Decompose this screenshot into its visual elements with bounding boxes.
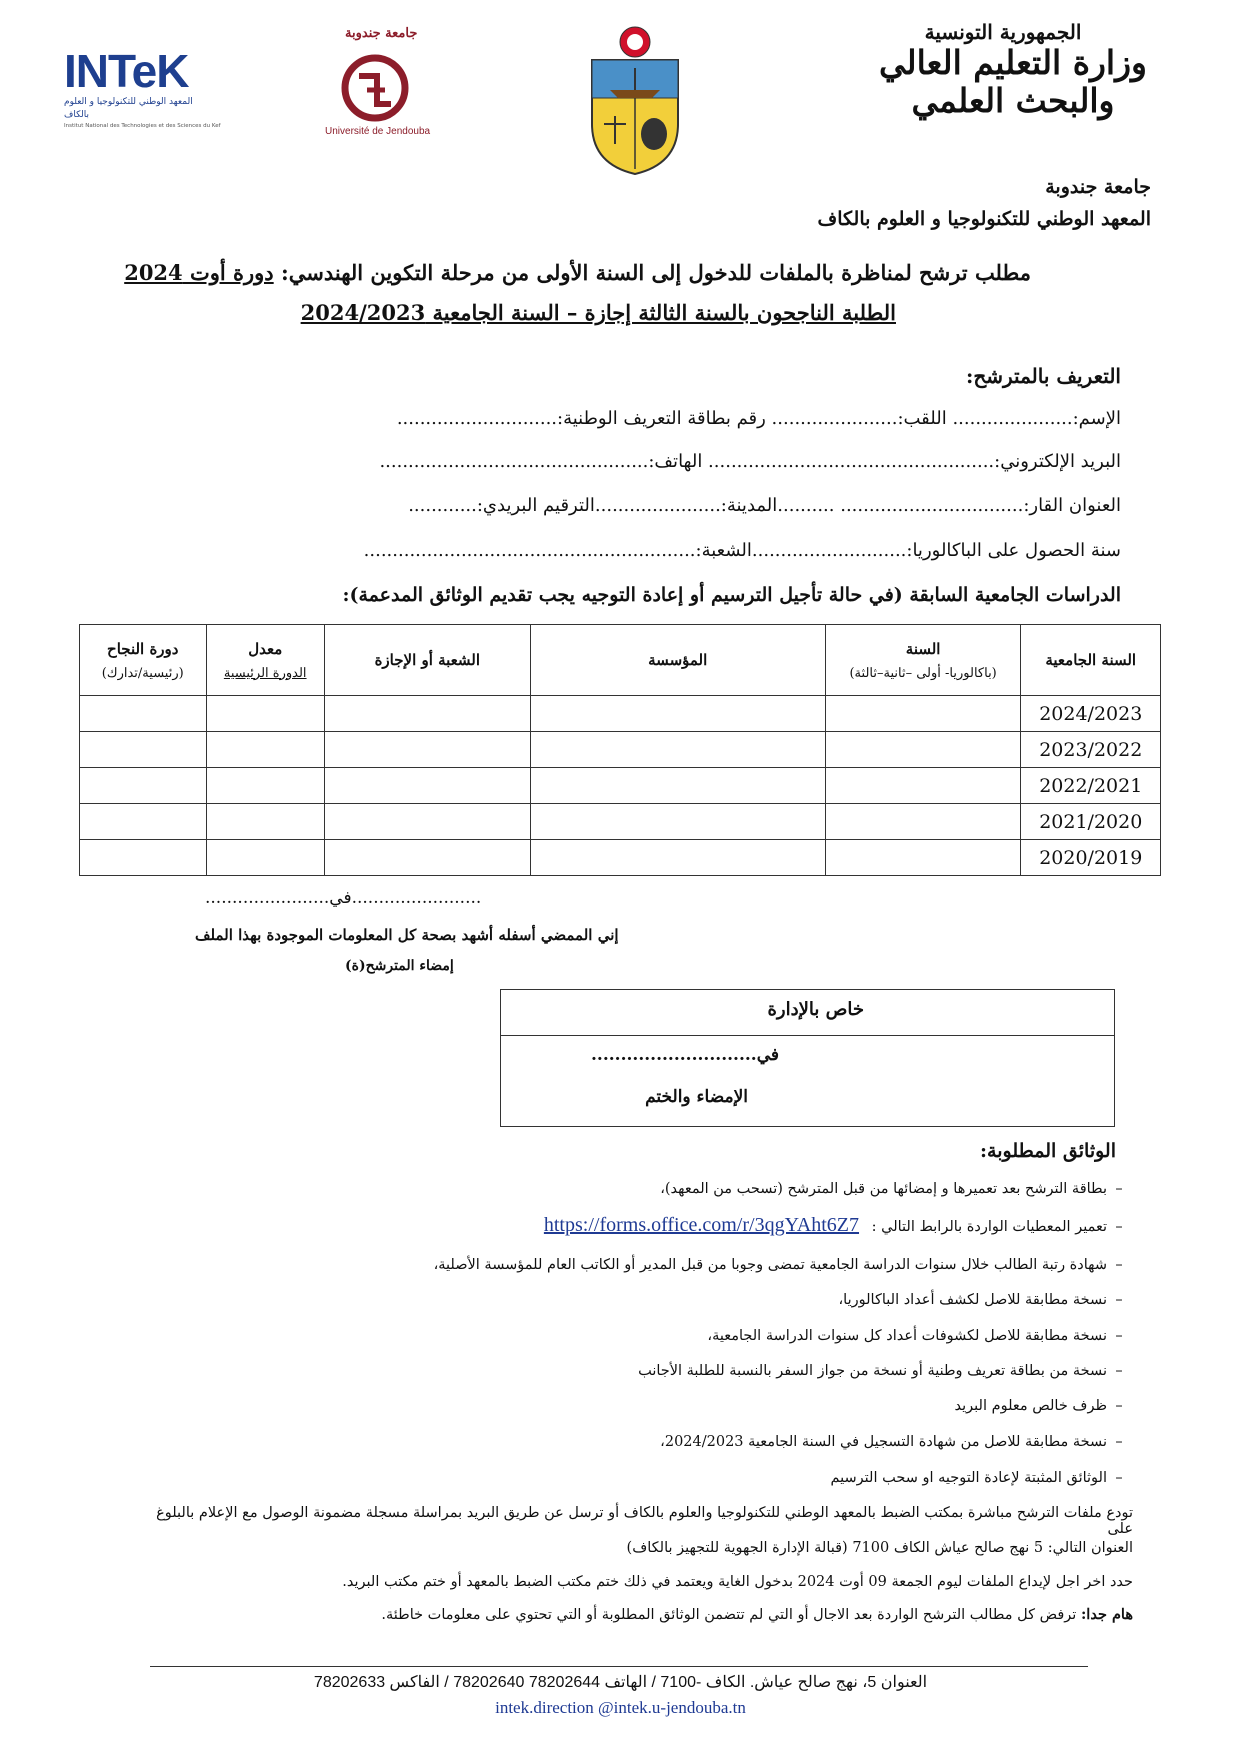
list-item: –ظرف خالص معلوم البريد	[954, 1398, 1123, 1414]
note-deposit: تودع ملفات الترشح مباشرة بمكتب الضبط بالمعهد الوطني للتكنولوجيا والعلوم بالكاف أو ترسل عن طريق البريد بمراسلة مسجلة مضمونة الوصول مع الإعلام بالبلوغ على	[156, 1505, 1133, 1537]
important-label: هام جدا:	[1080, 1606, 1133, 1623]
cell-year[interactable]	[825, 696, 1021, 732]
cell-field[interactable]	[324, 732, 530, 768]
institute-name: المعهد الوطني للتكنولوجيا و العلوم بالكاف	[817, 208, 1151, 230]
row-year: 2020/2019	[1021, 840, 1161, 876]
form-title-session: دورة أوت 2024	[124, 260, 274, 285]
list-item: –بطاقة الترشح بعد تعميرها و إمضائها من قبل المترشح (تسحب من المعهد)،	[660, 1181, 1123, 1197]
ministry-line-2: والبحث العلمي	[911, 81, 1115, 120]
cell-year[interactable]	[825, 768, 1021, 804]
table-row	[80, 840, 1161, 876]
list-item: –نسخة مطابقة للاصل لكشوفات أعداد كل سنوات الدراسة الجامعية،	[707, 1328, 1123, 1344]
form-subtitle: الطلبة الناجحون بالسنة الثالثة إجازة – السنة الجامعية 2024/2023	[300, 300, 896, 325]
cell-session[interactable]	[80, 732, 207, 768]
cell-institution[interactable]	[530, 732, 825, 768]
list-item: –تعمير المعطيات الواردة بالرابط التالي : https://forms.office.com/r/3qgYAht6Z7	[543, 1214, 1123, 1236]
identity-row-contact[interactable]: البريد الإلكتروني:.................................................. الهاتف:...............................................	[379, 451, 1121, 472]
intek-subtitle-fr: Institut National des Technologies et des Sciences du Kef	[64, 123, 221, 129]
list-item: –نسخة مطابقة للاصل لكشف أعداد الباكالوريا،	[838, 1292, 1123, 1308]
note-address: العنوان التالي: 5 نهج صالح عياش الكاف 7100 (قبالة الإدارة الجهوية للتجهيز بالكاف)	[626, 1540, 1133, 1556]
place-date-field[interactable]: ........................في.......................	[205, 888, 482, 908]
footer-email	[0, 1698, 1241, 1718]
table-row	[80, 696, 1161, 732]
col-academic-year: السنة الجامعية	[1021, 625, 1161, 696]
cell-average[interactable]	[206, 696, 324, 732]
cell-field[interactable]	[324, 804, 530, 840]
identity-row-name[interactable]: الإسم:..................... اللقب:...................... رقم بطاقة التعريف الوطنية:............................	[396, 408, 1121, 429]
university-jendouba-logo	[315, 26, 435, 146]
cell-field[interactable]	[324, 840, 530, 876]
note-important	[381, 1606, 1133, 1623]
important-text: ترفض كل مطالب الترشح الواردة بعد الاجال أو التي لم تتضمن الوثائق المطلوبة أو التي تحتوي على معلومات خاطئة.	[381, 1607, 1077, 1623]
cell-year[interactable]	[825, 804, 1021, 840]
footer-divider	[150, 1666, 1088, 1667]
cell-average[interactable]	[206, 768, 324, 804]
col-institution: المؤسسة	[530, 625, 825, 696]
row-year: 2021/2020	[1021, 804, 1161, 840]
cell-institution[interactable]	[530, 696, 825, 732]
identity-heading: التعريف بالمترشح:	[965, 364, 1121, 388]
ministry-header	[863, 20, 1163, 140]
cell-average[interactable]	[206, 804, 324, 840]
cell-session[interactable]	[80, 696, 207, 732]
row-year: 2023/2022	[1021, 732, 1161, 768]
list-item: –شهادة رتبة الطالب خلال سنوات الدراسة الجامعية تمضى وجوبا من قبل المدير أو الكاتب العام للمؤسسة الأصلية،	[433, 1257, 1123, 1273]
jendouba-logo-fr: Université de Jendouba	[325, 126, 431, 137]
coat-of-arms-icon	[582, 24, 688, 176]
candidate-signature-label: إمضاء المترشح(ة)	[345, 958, 454, 974]
form-title-text: مطلب ترشح لمناظرة بالملفات للدخول إلى السنة الأولى من مرحلة التكوين الهندسي:	[280, 260, 1031, 285]
studies-table	[79, 624, 1161, 876]
list-item: –نسخة من بطاقة تعريف وطنية أو نسخة من جواز السفر بالنسبة للطلبة الأجانب	[638, 1363, 1123, 1379]
university-name: جامعة جندوبة	[1045, 176, 1151, 198]
table-row	[80, 768, 1161, 804]
table-row	[80, 804, 1161, 840]
jendouba-logo-ar: جامعة جندوبة	[345, 26, 418, 41]
cell-session[interactable]	[80, 804, 207, 840]
identity-row-bac[interactable]: سنة الحصول على الباكالوريا:...........................الشعبة:..........................................................	[363, 540, 1121, 561]
footer-email-text[interactable]: intek.direction @intek.u-jendouba.tn	[495, 1698, 746, 1717]
republic-title: الجمهورية التونسية	[924, 20, 1082, 44]
form-title	[124, 260, 1031, 285]
row-year: 2022/2021	[1021, 768, 1161, 804]
cell-session[interactable]	[80, 768, 207, 804]
admin-heading: خاص بالإدارة	[767, 999, 864, 1020]
admin-stamp-label: الإمضاء والختم	[645, 1087, 748, 1107]
admin-box	[500, 989, 1115, 1127]
footer-address: العنوان 5، نهج صالح عياش. الكاف -7100 / الهاتف 78202644 78202640 / الفاكس 78202633	[313, 1674, 928, 1691]
identity-row-address[interactable]: العنوان القار:................................ ..........المدينة:......................الترقيم البريدي:............	[408, 495, 1121, 516]
list-item: –الوثائق المثبتة لإعادة التوجيه او سحب الترسيم	[830, 1470, 1123, 1486]
col-year: السنة (باكالوريا- أولى –ثانية–ثالثة)	[825, 625, 1021, 696]
tunisia-coat-of-arms	[582, 24, 688, 176]
studies-header-row	[80, 625, 1161, 696]
col-field: الشعبة أو الإجازة	[324, 625, 530, 696]
admin-date[interactable]: في............................	[590, 1045, 779, 1065]
admin-box-divider	[501, 1035, 1114, 1036]
note-deadline: حدد اخر اجل لإيداع الملفات ليوم الجمعة 09 أوت 2024 بدخول الغاية ويعتمد في ذلك ختم مكتب الضبط بالمعهد أو ختم مكتب البريد.	[342, 1574, 1133, 1590]
intek-logo	[64, 45, 221, 132]
cell-year[interactable]	[825, 732, 1021, 768]
cell-session[interactable]	[80, 840, 207, 876]
declaration-statement: إني الممضي أسفله أشهد بصحة كل المعلومات الموجودة بهذا الملف	[195, 926, 619, 944]
ministry-line-1: وزارة التعليم العالي	[879, 43, 1147, 82]
intek-logo-text: INTeK	[64, 45, 189, 97]
table-row	[80, 732, 1161, 768]
cell-institution[interactable]	[530, 768, 825, 804]
row-year: 2024/2023	[1021, 696, 1161, 732]
cell-field[interactable]	[324, 696, 530, 732]
studies-heading: الدراسات الجامعية السابقة (في حالة تأجيل الترسيم أو إعادة التوجيه يجب تقديم الوثائق المدعمة):	[342, 584, 1121, 606]
cell-institution[interactable]	[530, 840, 825, 876]
cell-average[interactable]	[206, 840, 324, 876]
cell-institution[interactable]	[530, 804, 825, 840]
documents-heading: الوثائق المطلوبة:	[980, 1140, 1116, 1162]
intek-subtitle-ar: المعهد الوطني للتكنولوجيا و العلوم بالكاف	[64, 97, 193, 120]
forms-link[interactable]: https://forms.office.com/r/3qgYAht6Z7	[543, 1214, 860, 1236]
list-item: –نسخة مطابقة للاصل من شهادة التسجيل في السنة الجامعية 2024/2023،	[660, 1434, 1123, 1450]
col-session: دورة النجاح (رئيسية/تدارك)	[80, 625, 207, 696]
cell-field[interactable]	[324, 768, 530, 804]
col-average: معدل الدورة الرئيسية	[206, 625, 324, 696]
cell-year[interactable]	[825, 840, 1021, 876]
cell-average[interactable]	[206, 732, 324, 768]
